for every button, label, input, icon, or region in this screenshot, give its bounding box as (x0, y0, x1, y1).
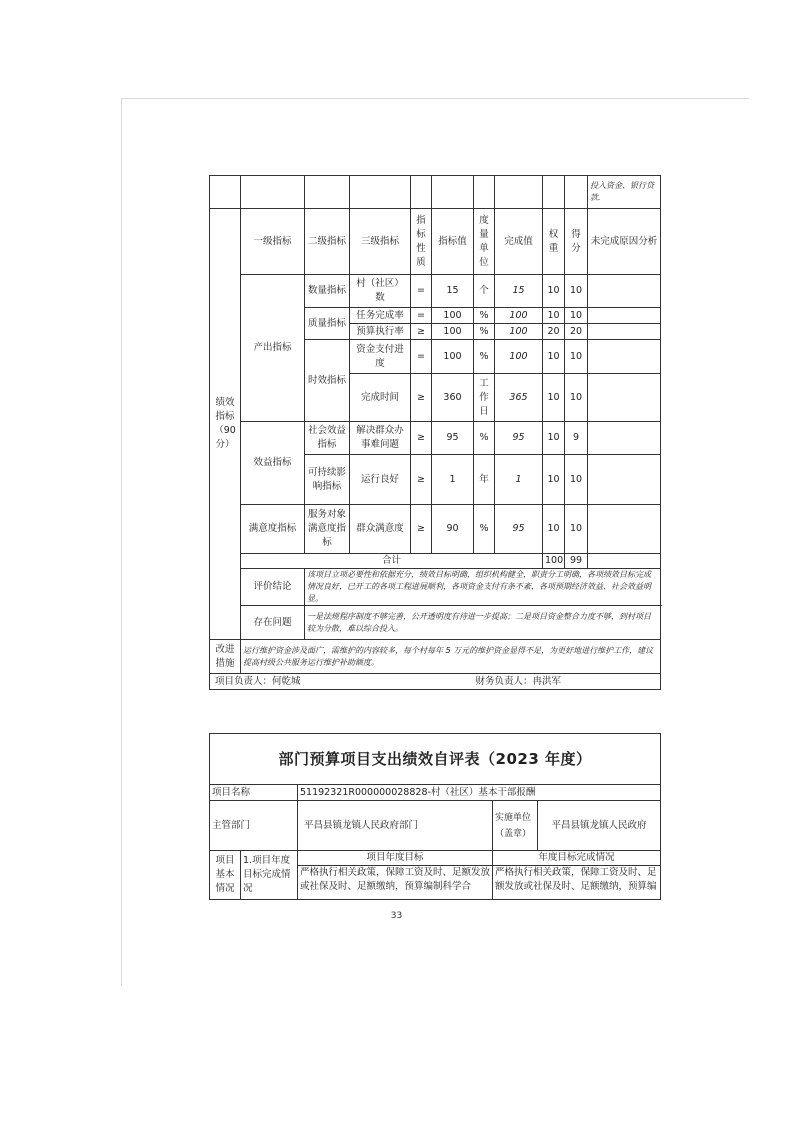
row-unit: % (474, 324, 495, 340)
row-unit: 个 (474, 275, 495, 308)
row-weight: 10 (543, 340, 565, 374)
perf-group-label: 绩效指标（90分） (210, 209, 241, 640)
evaluation-text: 该项目立项必要性和依据充分，绩效目标明确，组织机构健全，职责分工明确，各项绩效目标完成情况良好，已开工的各项工程进展顺利，各项资金支付有条不紊，各项预期经济效益、社会效益明显。 (305, 569, 661, 606)
row-l2: 数量指标 (305, 275, 350, 308)
page-number: 33 (390, 911, 403, 921)
row-weight: 10 (543, 374, 565, 422)
row-reason (588, 324, 661, 340)
dept-row (210, 801, 661, 851)
target-completion-label: 1.项目年度目标完成情况 (241, 851, 298, 900)
row-target: 100 (432, 340, 474, 374)
row-unit: % (474, 422, 495, 455)
header-nature: 指标性质 (411, 209, 432, 275)
issues-text: 一是法规程序制度不够完善，公开透明度有待进一步提高；二是项目资金整合力度不够，到村项目较为分散，难以综合投入。 (305, 606, 661, 640)
row-score: 10 (565, 308, 588, 324)
impl-label: 实施单位（盖章） (493, 801, 538, 851)
header-row (210, 209, 661, 275)
row-target: 90 (432, 505, 474, 554)
row-reason (588, 455, 661, 505)
satisfaction-indicator-label: 满意度指标 (241, 505, 305, 554)
benefit-indicator-label: 效益指标 (241, 422, 305, 505)
basic-header-row (210, 851, 661, 866)
row-l3: 完成时间 (350, 374, 411, 422)
row-l3: 群众满意度 (350, 505, 411, 554)
output-indicator-label: 产出指标 (241, 275, 305, 422)
row-reason (588, 374, 661, 422)
row-unit: 工作日 (474, 374, 495, 422)
performance-table (209, 175, 661, 690)
row-score: 20 (565, 324, 588, 340)
row-target: 1 (432, 455, 474, 505)
row-score: 10 (565, 455, 588, 505)
row-weight: 20 (543, 324, 565, 340)
row-actual: 100 (495, 308, 543, 324)
row-actual: 100 (495, 324, 543, 340)
row-actual: 95 (495, 505, 543, 554)
row-l3: 任务完成率 (350, 308, 411, 324)
row-l3: 资金支付进度 (350, 340, 411, 374)
header-level3: 三级指标 (350, 209, 411, 275)
dept-value: 平昌县镇龙镇人民政府部门 (298, 801, 493, 851)
project-name-row (210, 785, 661, 801)
row-l2: 服务对象满意度指标 (305, 505, 350, 554)
improve-text: 运行维护资金涉及面广，需维护的内容较多，每个村每年 5 万元的维护资金显得不足，为更好地进行维护工作，建议提高村级公共服务运行维护补助额度。 (241, 640, 661, 674)
header-level1: 一级指标 (241, 209, 305, 275)
improve-row (210, 640, 661, 674)
row-nature: = (411, 275, 432, 308)
row-unit: % (474, 505, 495, 554)
header-level2: 二级指标 (305, 209, 350, 275)
header-actual: 完成值 (495, 209, 543, 275)
improve-label: 改进措施 (210, 640, 241, 674)
row-l3: 解决群众办事难问题 (350, 422, 411, 455)
row-actual: 95 (495, 422, 543, 455)
row-weight: 10 (543, 505, 565, 554)
row-weight: 10 (543, 275, 565, 308)
form-title-row (210, 734, 661, 785)
impl-value: 平昌县镇龙镇人民政府 (538, 801, 661, 851)
row-weight: 10 (543, 422, 565, 455)
row-target: 100 (432, 324, 474, 340)
year-done-text: 严格执行相关政策，保障工资及时、足额发放或社保及时、足额缴纳，预算编 (493, 866, 661, 900)
top-note-row (210, 176, 661, 209)
total-reason (588, 554, 661, 569)
project-lead: 项目负责人：何乾城 (210, 674, 474, 690)
row-nature: = (411, 340, 432, 374)
finance-lead: 财务负责人：冉洪军 (474, 674, 661, 690)
basic-label: 项目基本情况 (210, 851, 241, 900)
evaluation-row (210, 569, 661, 606)
row-reason (588, 275, 661, 308)
row-unit: % (474, 340, 495, 374)
form-title: 部门预算项目支出绩效自评表（2023 年度） (210, 734, 661, 785)
row-l3: 村（社区）数 (350, 275, 411, 308)
page-left-rule (121, 98, 122, 986)
row-nature: ≥ (411, 455, 432, 505)
header-score: 得分 (565, 209, 588, 275)
evaluation-label: 评价结论 (241, 569, 305, 606)
row-nature: ≥ (411, 324, 432, 340)
table-row (210, 275, 661, 308)
dept-label: 主管部门 (210, 801, 298, 851)
row-l2: 可持续影响指标 (305, 455, 350, 505)
row-l2: 时效指标 (305, 340, 350, 422)
year-target-header: 项目年度目标 (298, 851, 493, 866)
header-unit: 度量单位 (474, 209, 495, 275)
row-l2: 质量指标 (305, 308, 350, 340)
row-score: 10 (565, 340, 588, 374)
row-weight: 10 (543, 455, 565, 505)
page-top-rule (121, 98, 749, 99)
self-evaluation-form (209, 733, 661, 900)
row-l3: 运行良好 (350, 455, 411, 505)
row-weight: 10 (543, 308, 565, 324)
project-name-label: 项目名称 (210, 785, 298, 801)
top-note: 投入资金、银行贷款. (588, 176, 661, 209)
row-score: 9 (565, 422, 588, 455)
row-actual: 365 (495, 374, 543, 422)
total-score: 99 (565, 554, 588, 569)
row-score: 10 (565, 275, 588, 308)
row-actual: 15 (495, 275, 543, 308)
row-reason (588, 308, 661, 324)
row-nature: = (411, 308, 432, 324)
row-target: 15 (432, 275, 474, 308)
header-reason: 未完成原因分析 (588, 209, 661, 275)
row-reason (588, 340, 661, 374)
year-done-header: 年度目标完成情况 (493, 851, 661, 866)
total-row (210, 554, 661, 569)
row-target: 360 (432, 374, 474, 422)
year-target-text: 严格执行相关政策，保障工资及时、足额发放或社保及时、足额缴纳，预算编制科学合 (298, 866, 493, 900)
row-nature: ≥ (411, 505, 432, 554)
row-unit: 年 (474, 455, 495, 505)
row-l3: 预算执行率 (350, 324, 411, 340)
issues-row (210, 606, 661, 640)
row-score: 10 (565, 505, 588, 554)
row-unit: % (474, 308, 495, 324)
row-reason (588, 505, 661, 554)
total-weight: 100 (543, 554, 565, 569)
project-name-value: 51192321R000000028828-村（社区）基本干部报酬 (298, 785, 661, 801)
row-nature: ≥ (411, 374, 432, 422)
table-row (210, 422, 661, 455)
header-weight: 权重 (543, 209, 565, 275)
header-target: 指标值 (432, 209, 474, 275)
signature-row (210, 674, 661, 690)
row-score: 10 (565, 374, 588, 422)
row-actual: 1 (495, 455, 543, 505)
row-actual: 100 (495, 340, 543, 374)
total-label: 合计 (241, 554, 543, 569)
row-nature: ≥ (411, 422, 432, 455)
row-l2: 社会效益指标 (305, 422, 350, 455)
issues-label: 存在问题 (241, 606, 305, 640)
row-target: 95 (432, 422, 474, 455)
table-row (210, 505, 661, 554)
row-target: 100 (432, 308, 474, 324)
row-reason (588, 422, 661, 455)
